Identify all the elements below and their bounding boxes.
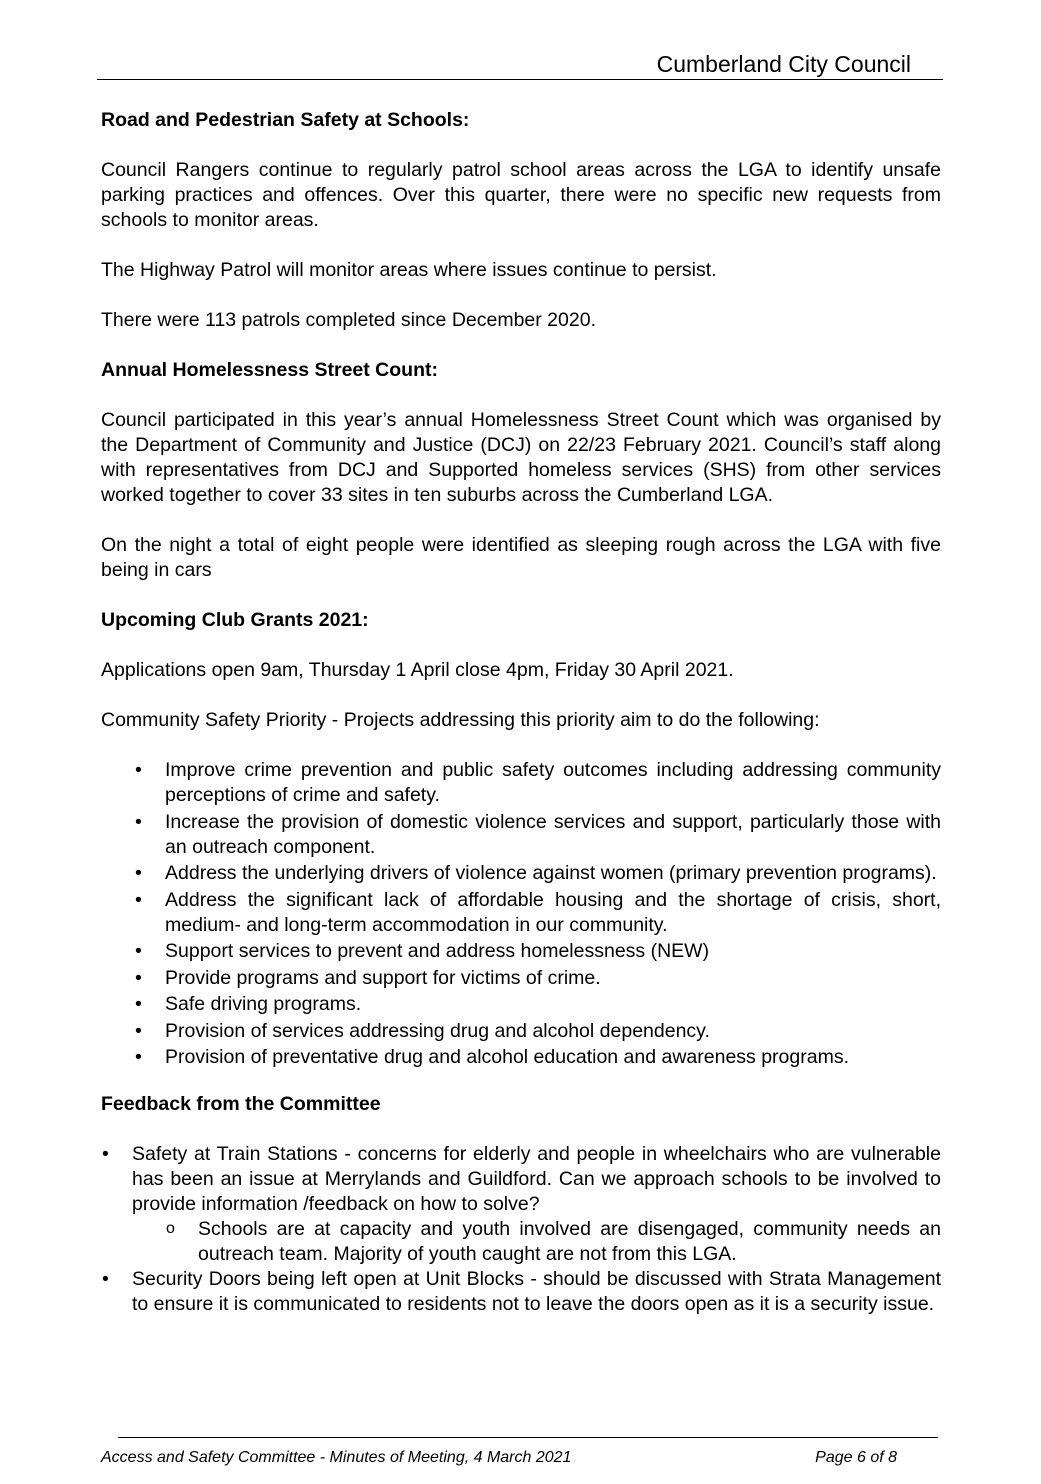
homelessness-paragraph-1: Council participated in this year’s annual Homelessness Street Count which was organised by the Department of Community and Justice (DCJ) on 22/23 February 2021. Council’s staff along with representatives from DCJ and Supported homeless services (SHS) from other services worked together to cover 33 sites in ten suburbs across the Cumberland LGA.	[101, 409, 941, 506]
club-grants-heading: Upcoming Club Grants 2021:	[101, 609, 369, 631]
document-body	[101, 108, 941, 1317]
list-item: • Improve crime prevention and public safety outcomes including addressing community perceptions of crime and safety.	[165, 758, 941, 808]
priority-list	[101, 758, 941, 1070]
list-item: • Address the underlying drivers of violence against women (primary prevention programs).	[165, 861, 941, 886]
road-safety-paragraph-2: The Highway Patrol will monitor areas where issues continue to persist.	[101, 259, 717, 281]
club-grants-section	[101, 608, 941, 1070]
feedback-sub-list	[132, 1217, 941, 1267]
road-safety-section	[101, 108, 941, 333]
footer-divider	[118, 1437, 938, 1438]
feedback-heading: Feedback from the Committee	[101, 1093, 381, 1115]
list-item: • Provide programs and support for victims of crime.	[165, 966, 941, 991]
header-divider	[97, 79, 943, 80]
list-item: • Increase the provision of domestic violence services and support, particularly those with an outreach component.	[165, 810, 941, 860]
road-safety-heading: Road and Pedestrian Safety at Schools:	[101, 109, 470, 131]
list-item: • Support services to prevent and address homelessness (NEW)	[165, 939, 941, 964]
feedback-sub-item: o Schools are at capacity and youth involved are disengaged, community needs an outreach team. Majority of youth caught are not from this LGA.	[198, 1217, 941, 1267]
list-item: • Safe driving programs.	[165, 992, 941, 1017]
list-item: • Address the significant lack of affordable housing and the shortage of crisis, short, medium- and long-term accommodation in our community.	[165, 888, 941, 938]
council-name-header: Cumberland City Council	[656, 51, 911, 77]
feedback-list	[101, 1142, 941, 1317]
feedback-item-text: Safety at Train Stations - concerns for elderly and people in wheelchairs who are vulnerable has been an issue at Merrylands and Guildford. Can we approach schools to be involved to provide information /feedback on how to solve?	[132, 1143, 941, 1215]
homelessness-heading: Annual Homelessness Street Count:	[101, 359, 438, 381]
feedback-item-security-doors: • Security Doors being left open at Unit Blocks - should be discussed with Strata Management to ensure it is communicated to residents not to leave the doors open as it is a security issue.	[132, 1267, 941, 1317]
homelessness-paragraph-2: On the night a total of eight people were identified as sleeping rough across the LGA with five being in cars	[101, 534, 941, 581]
list-item: • Provision of preventative drug and alcohol education and awareness programs.	[165, 1045, 941, 1070]
road-safety-paragraph-3: There were 113 patrols completed since December 2020.	[101, 309, 596, 331]
club-grants-paragraph-2: Community Safety Priority - Projects addressing this priority aim to do the following:	[101, 709, 820, 731]
road-safety-paragraph-1: Council Rangers continue to regularly patrol school areas across the LGA to identify unsafe parking practices and offences. Over this quarter, there were no specific new requests from schools to monitor areas.	[101, 159, 941, 231]
club-grants-paragraph-1: Applications open 9am, Thursday 1 April close 4pm, Friday 30 April 2021.	[101, 659, 734, 681]
feedback-item-train-stations	[132, 1142, 941, 1267]
footer-meeting-title: Access and Safety Committee - Minutes of Meeting, 4 March 2021	[101, 1449, 572, 1466]
list-item: • Provision of services addressing drug and alcohol dependency.	[165, 1019, 941, 1044]
feedback-section	[101, 1092, 941, 1317]
homelessness-section	[101, 358, 941, 583]
page-number: Page 6 of 8	[815, 1449, 897, 1466]
